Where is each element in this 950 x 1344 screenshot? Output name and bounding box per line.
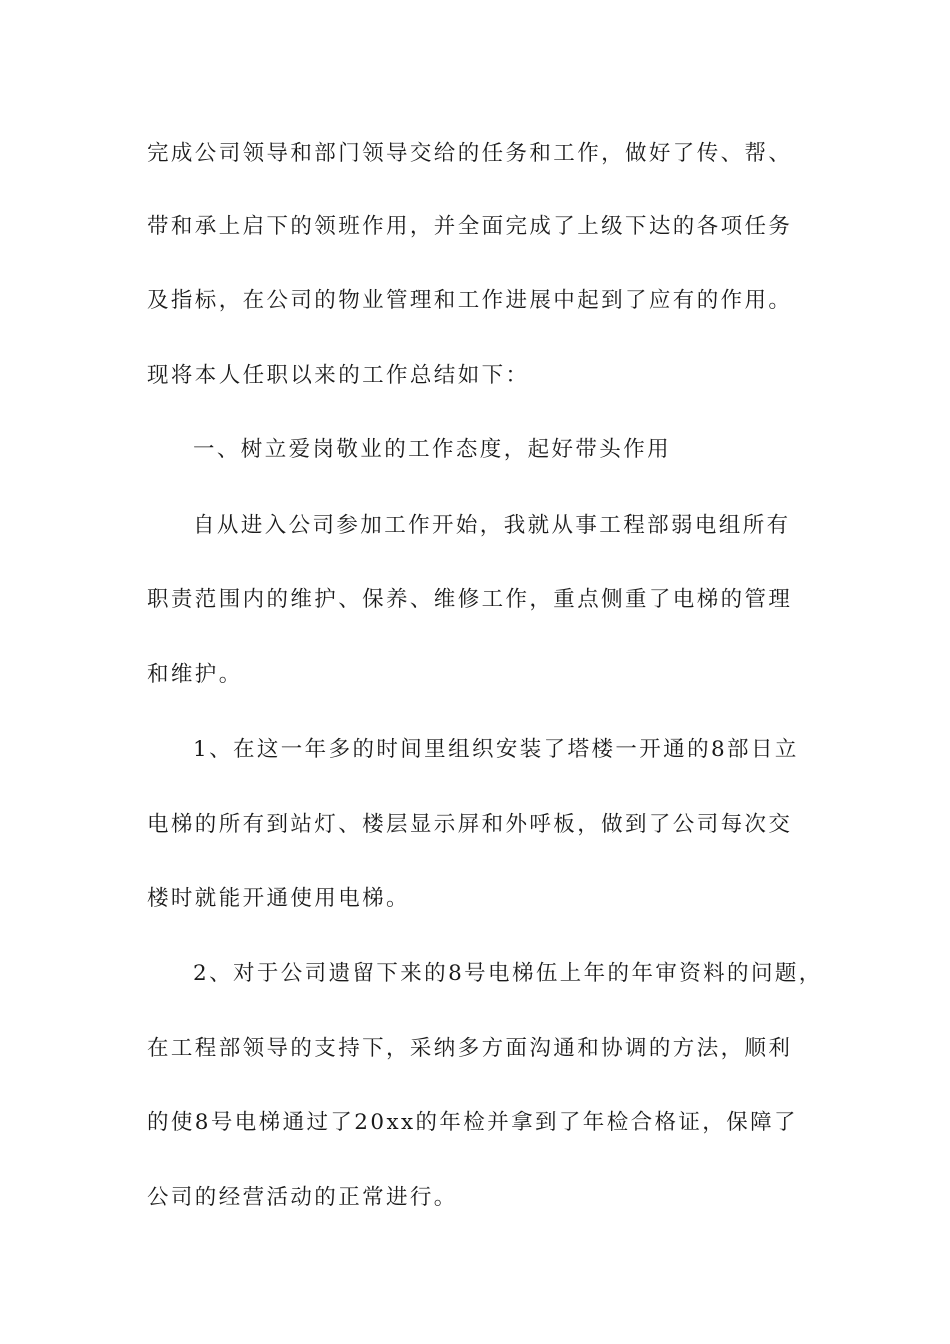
list-item-line: 楼时就能开通使用电梯。 <box>147 886 410 911</box>
list-item-line: 在工程部领导的支持下，采纳多方面沟通和协调的方法，顺利 <box>147 1036 793 1061</box>
paragraph-line: 职责范围内的维护、保养、维修工作，重点侧重了电梯的管理 <box>147 587 793 612</box>
section-heading: 一、树立爱岗敬业的工作态度，起好带头作用 <box>193 437 672 462</box>
paragraph-line: 带和承上启下的领班作用，并全面完成了上级下达的各项任务 <box>147 214 793 239</box>
list-item-line: 电梯的所有到站灯、楼层显示屏和外呼板，做到了公司每次交 <box>147 812 793 837</box>
list-item-line: 1、在这一年多的时间里组织安装了塔楼一开通的8部日立 <box>193 737 799 762</box>
list-item-line: 2、对于公司遗留下来的8号电梯伍上年的年审资料的问题， <box>193 961 823 986</box>
list-item-line: 公司的经营活动的正常进行。 <box>147 1185 458 1210</box>
list-item-line: 的使8号电梯通过了20xx的年检并拿到了年检合格证，保障了 <box>147 1110 798 1135</box>
paragraph-line: 和维护。 <box>147 662 243 687</box>
paragraph-line: 现将本人任职以来的工作总结如下： <box>147 363 530 388</box>
paragraph-line: 自从进入公司参加工作开始，我就从事工程部弱电组所有 <box>193 513 791 538</box>
paragraph-line: 及指标，在公司的物业管理和工作进展中起到了应有的作用。 <box>147 288 793 313</box>
paragraph-line: 完成公司领导和部门领导交给的任务和工作，做好了传、帮、 <box>147 141 793 166</box>
